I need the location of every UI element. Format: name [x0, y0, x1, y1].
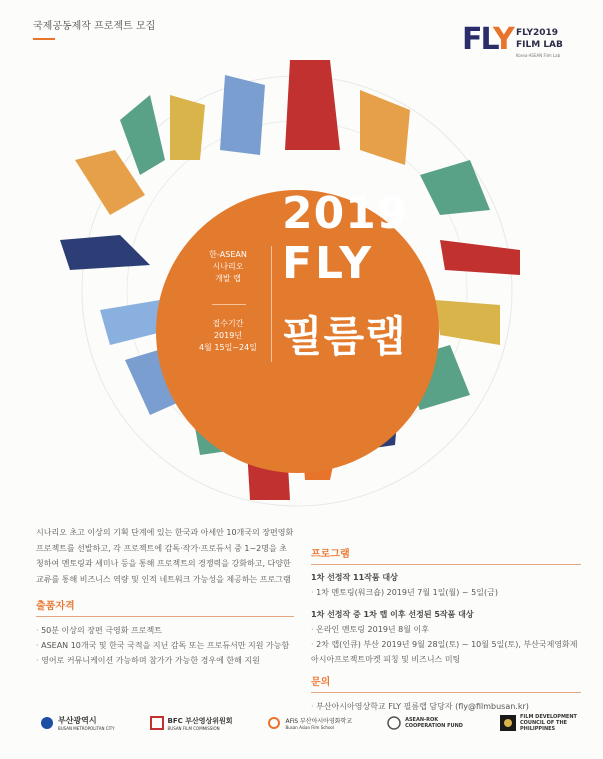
hero-divider [212, 304, 246, 305]
sponsor-sub: BUSAN METROPOLITAN CITY [58, 726, 115, 731]
asean-rok-fund-logo [387, 716, 465, 730]
right-column [311, 545, 581, 714]
asean-rok-icon [387, 716, 401, 730]
contact-rule [311, 692, 581, 693]
stage2-item: · 2차 랩(인큐) 부산 2019년 9월 28일(토) ~ 10월 5일(토), 부산국제영화제 아시아프로젝트마켓 피칭 및 비즈니스 미팅 [311, 637, 581, 667]
stage1-item: · 1차 멘토링(워크숍) 2019년 7월 1일(월) ~ 5일(금) [311, 585, 581, 600]
fdcp-icon [500, 715, 516, 731]
logo-line2: FILM LAB [516, 40, 563, 50]
hero-sub-line2: 시나리오 [212, 262, 244, 271]
eligibility-item: · ASEAN 10개국 및 한국 국적을 지닌 감독 또는 프로듀서만 지원 가능함 [36, 638, 294, 653]
period-dates: 4월 15일~24일 [199, 343, 257, 352]
stage2-item: · 온라인 멘토링 2019년 8월 이후 [311, 622, 581, 637]
contact-item: · 부산아시아영상학교 FLY 필름랩 담당자 (fly@filmbusan.kr) [311, 699, 581, 714]
sponsor-sub: Busan Asian Film School [285, 725, 334, 730]
header-tag: 국제공동제작 프로젝트 모집 [33, 21, 156, 32]
hero-vertical-rule [271, 246, 272, 362]
hero-subtitle [193, 249, 263, 285]
logo-line1: FLY2019 [516, 28, 559, 38]
logo-line3: Korea-ASEAN Film Lab [516, 53, 561, 58]
contact-title: 문의 [311, 677, 331, 688]
title-film-lab: 필름랩 [282, 312, 407, 361]
stage1-title: 1차 선정작 11작품 대상 [311, 573, 398, 582]
hero-period [193, 318, 263, 354]
program-rule [311, 564, 581, 565]
hero-sub-line1: 한-ASEAN [209, 250, 247, 259]
sponsor-name: ASEAN-ROK COOPERATION FUND [405, 717, 463, 729]
program-title: 프로그램 [311, 549, 350, 560]
bfc-logo [150, 716, 233, 731]
sponsor-name: AFiS 부산아시아영화학교 [285, 718, 353, 725]
afis-icon [267, 716, 281, 730]
eligibility-item: · 영어로 커뮤니케이션 가능하며 참가가 가능한 경우에 한해 지원 [36, 653, 294, 668]
busan-city-logo [40, 715, 115, 731]
period-year: 2019년 [213, 331, 243, 340]
sponsor-name: FILM DEVELOPMENT COUNCIL OF THE PHILIPPINES [520, 714, 577, 732]
eligibility-title: 출품자격 [36, 601, 75, 613]
sponsor-name: BFC 부산영상위원회 [167, 716, 233, 725]
eligibility-item: · 50분 이상의 장편 극영화 프로젝트 [36, 623, 294, 638]
stage2-title: 1차 선정작 중 1차 랩 이후 선정된 5작품 대상 [311, 610, 474, 619]
fdcp-logo [500, 714, 580, 732]
hero-sub-line3: 개발 랩 [215, 274, 241, 283]
title-year: 2019 [282, 188, 409, 239]
sponsor-name: 부산광역시 [58, 716, 97, 725]
afis-logo [267, 716, 352, 730]
left-column [36, 525, 294, 668]
sponsor-sub: BUSAN FILM COMMISSION [167, 725, 220, 731]
period-label: 접수기간 [212, 319, 244, 328]
fly-logo-y: Y [492, 22, 513, 57]
fly-logo-fl: FL [462, 22, 493, 57]
eligibility-rule [36, 616, 294, 617]
bfc-icon [150, 716, 164, 730]
intro-paragraph: 시나리오 초고 이상의 기획 단계에 있는 한국과 아세안 10개국의 장편영화 프로젝트를 선발하고, 각 프로젝트에 감독·작가·프로듀서 중 1~2명을 초청하여 멘토링과 세미나 등을 통해 프로젝트의 경쟁력을 강화하고, 다양한 교류를 통해 비즈니스 역량 및 인적 네트워크 가능성을 제공하는 프로그램 [36, 528, 294, 584]
sponsor-logos [40, 708, 580, 738]
title-fly: FLY [282, 238, 375, 289]
busan-city-icon [40, 716, 54, 730]
